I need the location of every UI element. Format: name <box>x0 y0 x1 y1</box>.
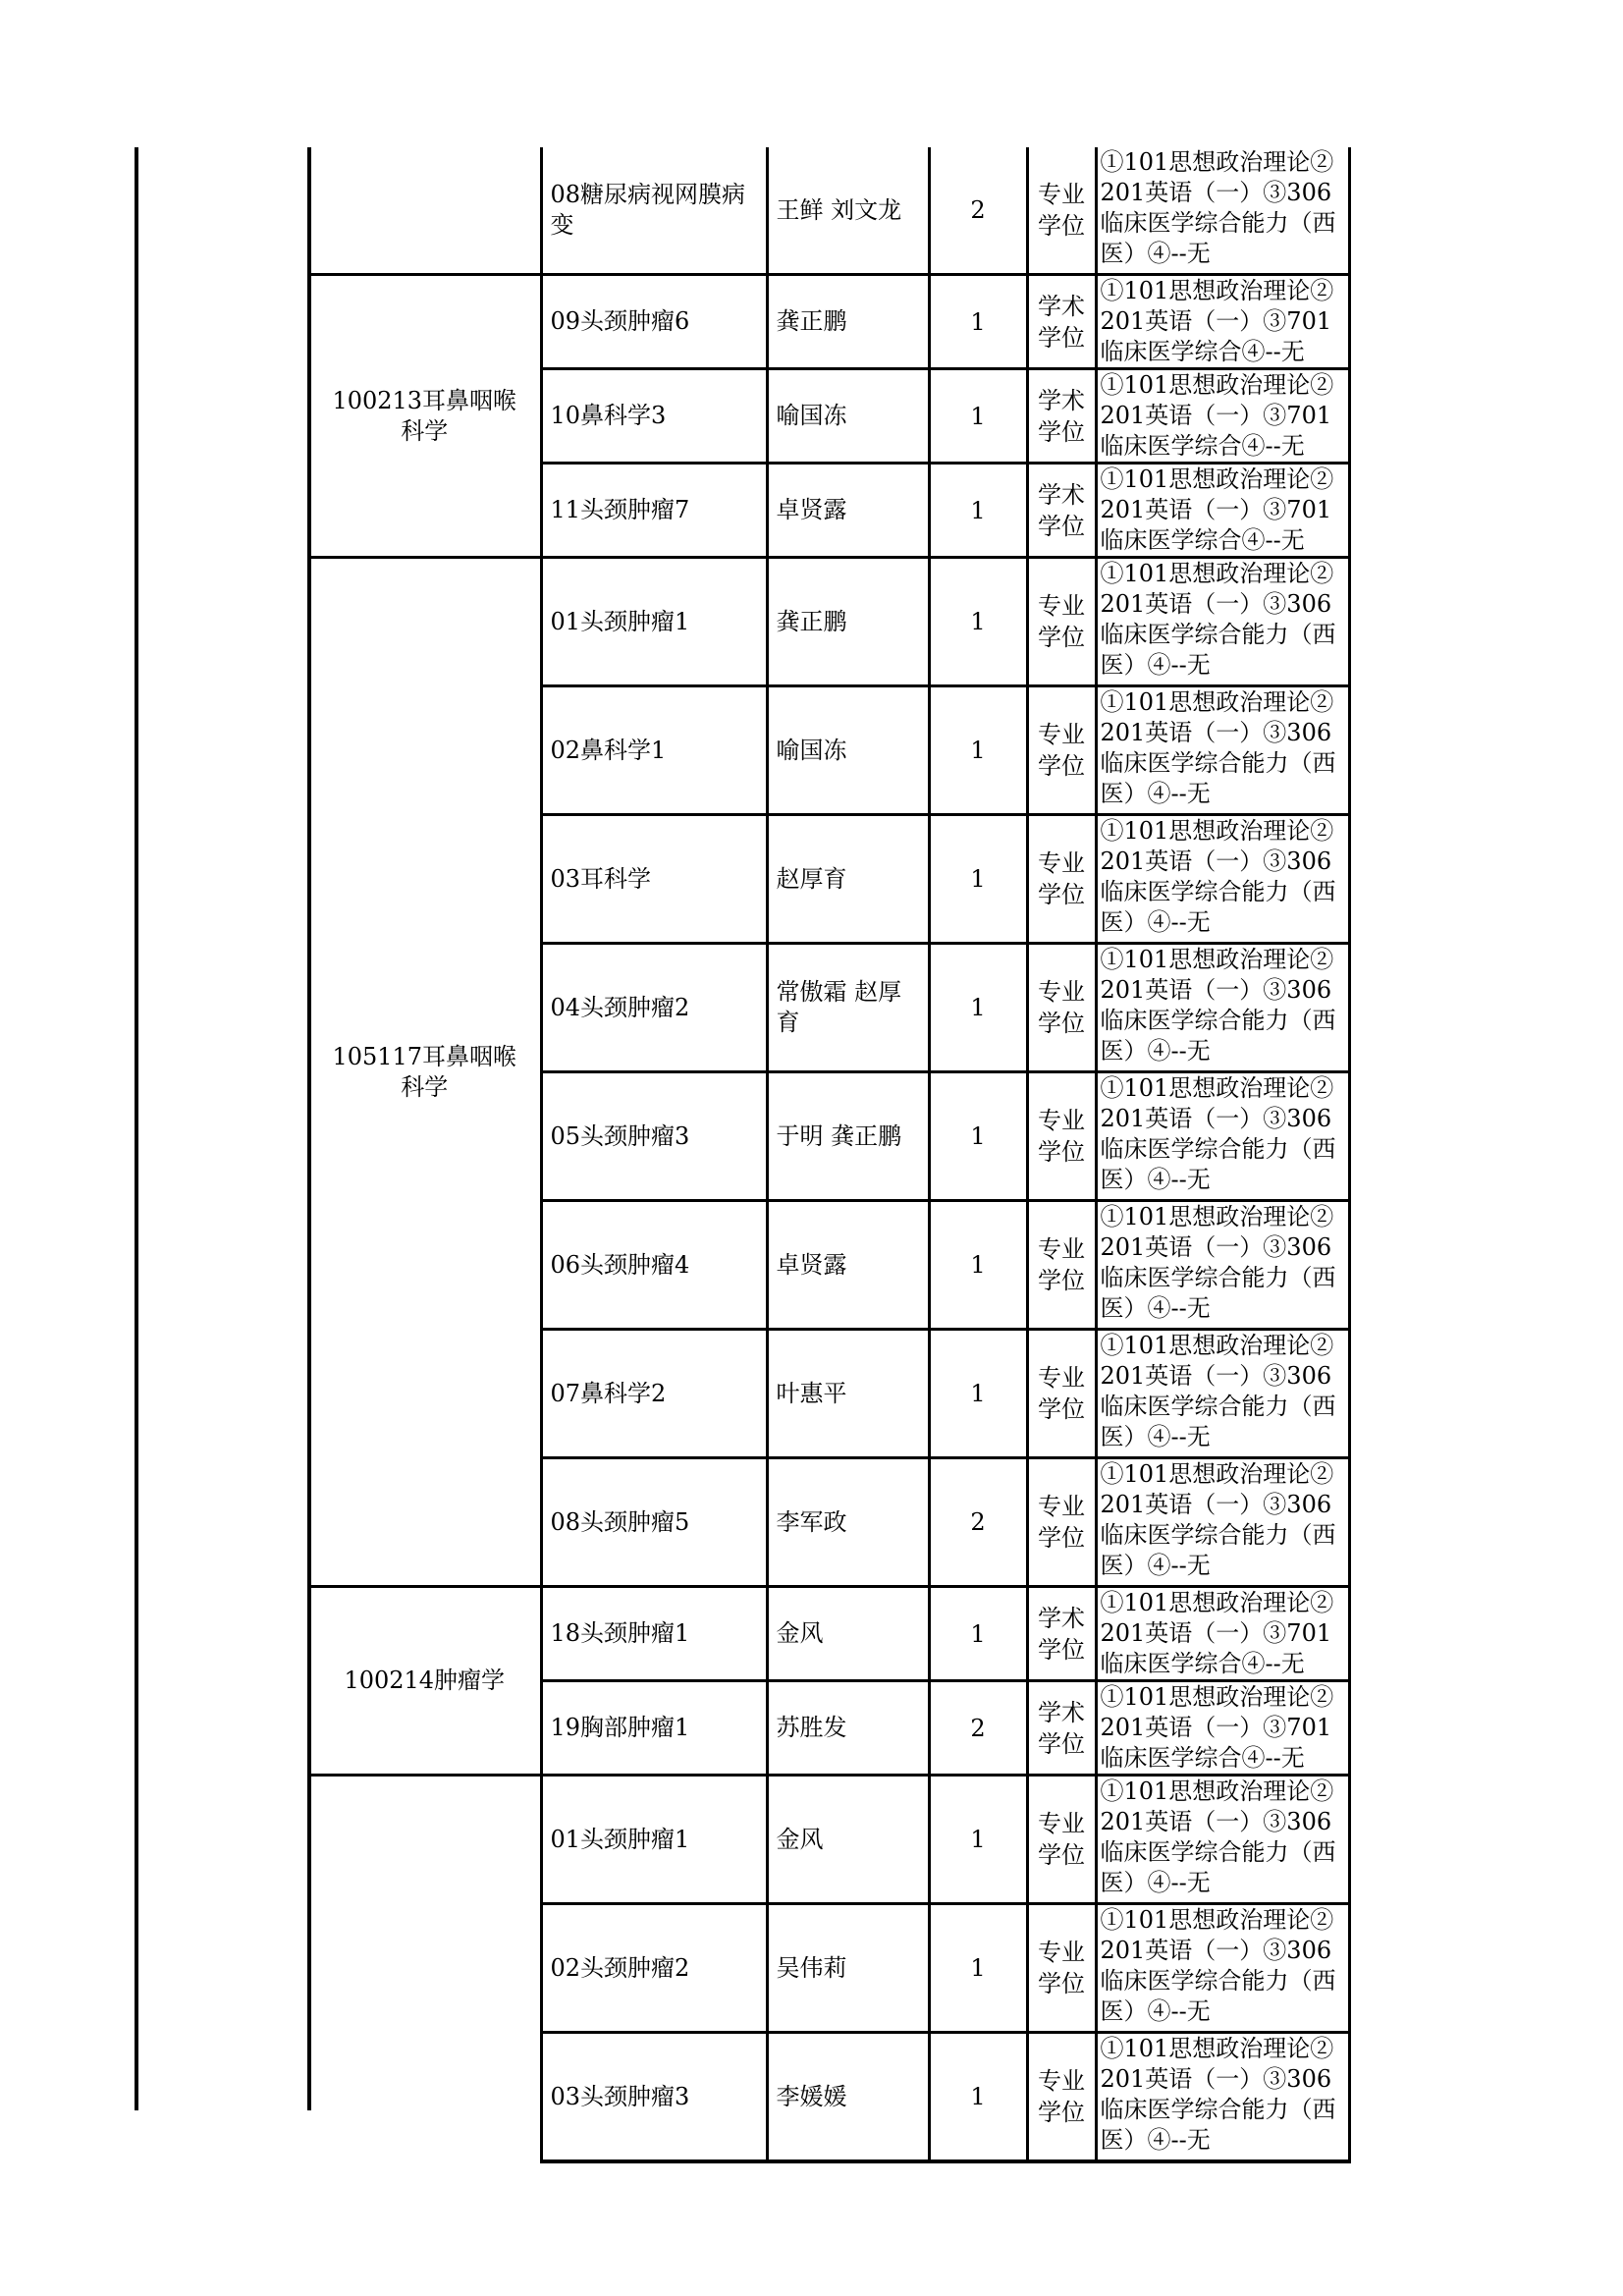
enrollment-count-cell: 2 <box>929 147 1027 275</box>
degree-type-cell: 专业学位 <box>1027 1330 1096 1458</box>
degree-type-cell: 专业学位 <box>1027 686 1096 815</box>
exam-subjects-cell: ①101思想政治理论②201英语（一）③306临床医学综合能力（西医）④--无 <box>1096 1904 1349 2033</box>
degree-type-cell: 学术学位 <box>1027 464 1096 558</box>
direction-cell: 01头颈肿瘤1 <box>541 558 767 686</box>
table-row <box>309 1587 1349 1681</box>
tutor-cell: 常傲霜 赵厚育 <box>767 944 929 1072</box>
degree-type-cell: 专业学位 <box>1027 2033 1096 2162</box>
tutor-cell: 吴伟莉 <box>767 1904 929 2033</box>
enrollment-count-cell: 1 <box>929 2033 1027 2162</box>
enrollment-table <box>309 147 1351 2163</box>
table-row <box>309 275 1349 369</box>
enrollment-count-cell: 1 <box>929 1072 1027 1201</box>
exam-subjects-cell: ①101思想政治理论②201英语（一）③701临床医学综合④--无 <box>1096 1587 1349 1681</box>
exam-subjects-cell: ①101思想政治理论②201英语（一）③306临床医学综合能力（西医）④--无 <box>1096 944 1349 1072</box>
tutor-cell: 喻国冻 <box>767 686 929 815</box>
degree-type-cell: 专业学位 <box>1027 1904 1096 2033</box>
enrollment-count-cell: 2 <box>929 1458 1027 1587</box>
tutor-cell: 赵厚育 <box>767 815 929 944</box>
direction-cell: 07鼻科学2 <box>541 1330 767 1458</box>
exam-subjects-cell: ①101思想政治理论②201英语（一）③701临床医学综合④--无 <box>1096 369 1349 464</box>
tutor-cell: 李媛媛 <box>767 2033 929 2162</box>
enrollment-count-cell: 1 <box>929 1587 1027 1681</box>
direction-cell: 02头颈肿瘤2 <box>541 1904 767 2033</box>
major-cell: 105117耳鼻咽喉科学 <box>309 558 541 1587</box>
exam-subjects-cell: ①101思想政治理论②201英语（一）③701临床医学综合④--无 <box>1096 464 1349 558</box>
enrollment-count-cell: 1 <box>929 275 1027 369</box>
degree-type-cell: 学术学位 <box>1027 1681 1096 1776</box>
exam-subjects-cell: ①101思想政治理论②201英语（一）③306临床医学综合能力（西医）④--无 <box>1096 1458 1349 1587</box>
direction-cell: 11头颈肿瘤7 <box>541 464 767 558</box>
direction-cell: 02鼻科学1 <box>541 686 767 815</box>
enrollment-count-cell: 1 <box>929 1330 1027 1458</box>
direction-cell: 19胸部肿瘤1 <box>541 1681 767 1776</box>
degree-type-cell: 专业学位 <box>1027 1072 1096 1201</box>
tutor-cell: 龚正鹏 <box>767 275 929 369</box>
exam-subjects-cell: ①101思想政治理论②201英语（一）③306临床医学综合能力（西医）④--无 <box>1096 1330 1349 1458</box>
direction-cell: 08头颈肿瘤5 <box>541 1458 767 1587</box>
table-row <box>309 147 1349 275</box>
degree-type-cell: 专业学位 <box>1027 1458 1096 1587</box>
enrollment-count-cell: 1 <box>929 1904 1027 2033</box>
tutor-cell: 金风 <box>767 1587 929 1681</box>
degree-type-cell: 专业学位 <box>1027 1776 1096 1904</box>
exam-subjects-cell: ①101思想政治理论②201英语（一）③306临床医学综合能力（西医）④--无 <box>1096 1072 1349 1201</box>
enrollment-count-cell: 2 <box>929 1681 1027 1776</box>
major-cell <box>309 147 541 275</box>
exam-subjects-cell: ①101思想政治理论②201英语（一）③701临床医学综合④--无 <box>1096 275 1349 369</box>
tutor-cell: 卓贤露 <box>767 1201 929 1330</box>
enrollment-count-cell: 1 <box>929 944 1027 1072</box>
direction-cell: 04头颈肿瘤2 <box>541 944 767 1072</box>
major-cell: 100213耳鼻咽喉科学 <box>309 275 541 558</box>
enrollment-count-cell: 1 <box>929 464 1027 558</box>
tutor-cell: 于明 龚正鹏 <box>767 1072 929 1201</box>
exam-subjects-cell: ①101思想政治理论②201英语（一）③306临床医学综合能力（西医）④--无 <box>1096 1776 1349 1904</box>
tutor-cell: 李军政 <box>767 1458 929 1587</box>
direction-cell: 01头颈肿瘤1 <box>541 1776 767 1904</box>
major-cell <box>309 1776 541 2162</box>
degree-type-cell: 专业学位 <box>1027 558 1096 686</box>
exam-subjects-cell: ①101思想政治理论②201英语（一）③306临床医学综合能力（西医）④--无 <box>1096 815 1349 944</box>
exam-subjects-cell: ①101思想政治理论②201英语（一）③701临床医学综合④--无 <box>1096 1681 1349 1776</box>
exam-subjects-cell: ①101思想政治理论②201英语（一）③306临床医学综合能力（西医）④--无 <box>1096 147 1349 275</box>
enrollment-count-cell: 1 <box>929 686 1027 815</box>
direction-cell: 10鼻科学3 <box>541 369 767 464</box>
enrollment-count-cell: 1 <box>929 1776 1027 1904</box>
major-cell: 100214肿瘤学 <box>309 1587 541 1776</box>
tutor-cell: 王鲜 刘文龙 <box>767 147 929 275</box>
degree-type-cell: 专业学位 <box>1027 815 1096 944</box>
tutor-cell: 叶惠平 <box>767 1330 929 1458</box>
degree-type-cell: 专业学位 <box>1027 944 1096 1072</box>
tutor-cell: 喻国冻 <box>767 369 929 464</box>
exam-subjects-cell: ①101思想政治理论②201英语（一）③306临床医学综合能力（西医）④--无 <box>1096 1201 1349 1330</box>
left-border-line <box>135 147 138 2110</box>
direction-cell: 09头颈肿瘤6 <box>541 275 767 369</box>
direction-cell: 06头颈肿瘤4 <box>541 1201 767 1330</box>
enrollment-count-cell: 1 <box>929 1201 1027 1330</box>
tutor-cell: 苏胜发 <box>767 1681 929 1776</box>
enrollment-count-cell: 1 <box>929 558 1027 686</box>
direction-cell: 03头颈肿瘤3 <box>541 2033 767 2162</box>
table-row <box>309 558 1349 686</box>
tutor-cell: 金风 <box>767 1776 929 1904</box>
enrollment-count-cell: 1 <box>929 815 1027 944</box>
direction-cell: 05头颈肿瘤3 <box>541 1072 767 1201</box>
direction-cell: 03耳科学 <box>541 815 767 944</box>
tutor-cell: 龚正鹏 <box>767 558 929 686</box>
exam-subjects-cell: ①101思想政治理论②201英语（一）③306临床医学综合能力（西医）④--无 <box>1096 686 1349 815</box>
degree-type-cell: 专业学位 <box>1027 1201 1096 1330</box>
direction-cell: 18头颈肿瘤1 <box>541 1587 767 1681</box>
exam-subjects-cell: ①101思想政治理论②201英语（一）③306临床医学综合能力（西医）④--无 <box>1096 2033 1349 2162</box>
table-row <box>309 1776 1349 1904</box>
direction-cell: 08糖尿病视网膜病变 <box>541 147 767 275</box>
degree-type-cell: 专业学位 <box>1027 147 1096 275</box>
degree-type-cell: 学术学位 <box>1027 275 1096 369</box>
degree-type-cell: 学术学位 <box>1027 1587 1096 1681</box>
enrollment-table-body <box>309 147 1349 2161</box>
exam-subjects-cell: ①101思想政治理论②201英语（一）③306临床医学综合能力（西医）④--无 <box>1096 558 1349 686</box>
tutor-cell: 卓贤露 <box>767 464 929 558</box>
degree-type-cell: 学术学位 <box>1027 369 1096 464</box>
enrollment-count-cell: 1 <box>929 369 1027 464</box>
